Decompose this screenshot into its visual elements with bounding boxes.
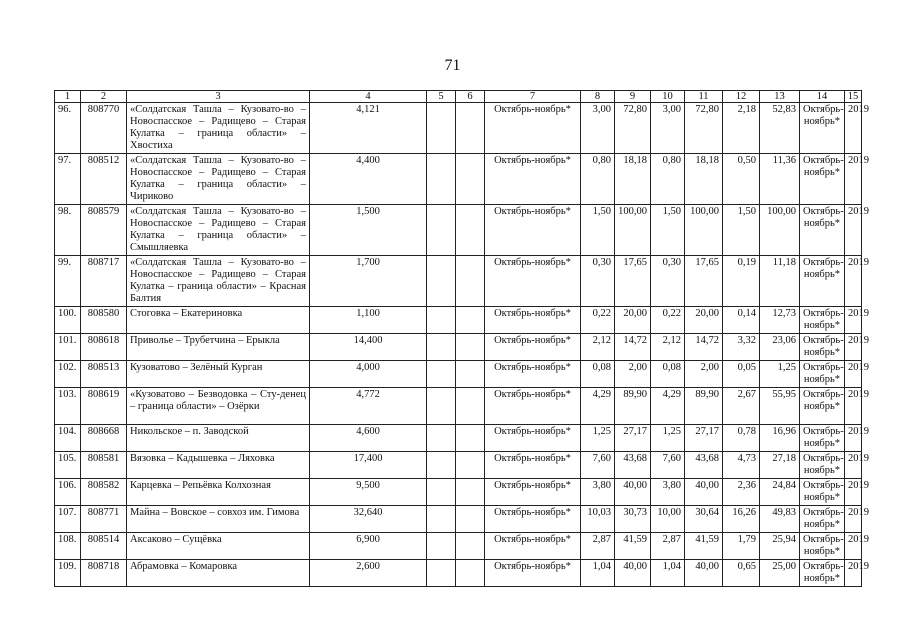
year-cell: 2019 (845, 560, 862, 587)
road-name: Абрамовка – Комаровка (127, 560, 310, 587)
col5-cell (427, 307, 456, 334)
row-number: 96. (55, 103, 81, 154)
road-length: 9,500 (310, 479, 427, 506)
road-length: 4,121 (310, 103, 427, 154)
col5-cell (427, 452, 456, 479)
repair-period: Октябрь-ноябрь* (485, 388, 581, 425)
repair-period: Октябрь-ноябрь* (485, 103, 581, 154)
col5-cell (427, 479, 456, 506)
value-col8: 1,25 (581, 425, 615, 452)
value-col8: 4,29 (581, 388, 615, 425)
road-name: Приволье – Трубетчина – Ерыкла (127, 334, 310, 361)
value-col13: 16,96 (760, 425, 800, 452)
table-body (55, 91, 869, 587)
value-col13: 27,18 (760, 452, 800, 479)
value-col9: 100,00 (615, 205, 651, 256)
col6-cell (456, 154, 485, 205)
value-col11: 72,80 (685, 103, 723, 154)
road-name: «Кузоватово – Безводовка – Сту-денец – граница области» – Озёрки (127, 388, 310, 425)
col6-cell (456, 307, 485, 334)
road-name: Кузоватово – Зелёный Курган (127, 361, 310, 388)
year-cell: 2019 (845, 361, 862, 388)
value-col11: 14,72 (685, 334, 723, 361)
value-col12: 2,18 (723, 103, 760, 154)
col5-cell (427, 334, 456, 361)
repair-period: Октябрь-ноябрь* (485, 307, 581, 334)
repair-period: Октябрь-ноябрь* (485, 452, 581, 479)
period-col14: Октябрь-ноябрь* (800, 154, 845, 205)
period-col14: Октябрь-ноябрь* (800, 205, 845, 256)
year-cell: 2019 (845, 479, 862, 506)
value-col8: 2,87 (581, 533, 615, 560)
value-col9: 89,90 (615, 388, 651, 425)
road-length: 4,600 (310, 425, 427, 452)
value-col8: 7,60 (581, 452, 615, 479)
road-code: 808582 (81, 479, 127, 506)
table-row (55, 425, 862, 452)
header-cell: 7 (485, 91, 581, 103)
period-col14: Октябрь-ноябрь* (800, 506, 845, 533)
value-col12: 4,73 (723, 452, 760, 479)
value-col9: 14,72 (615, 334, 651, 361)
road-length: 17,400 (310, 452, 427, 479)
road-code: 808579 (81, 205, 127, 256)
value-col8: 0,22 (581, 307, 615, 334)
row-number: 100. (55, 307, 81, 334)
value-col11: 40,00 (685, 479, 723, 506)
value-col13: 52,83 (760, 103, 800, 154)
value-col10: 0,30 (651, 256, 685, 307)
header-cell: 15 (845, 91, 862, 103)
value-col12: 0,78 (723, 425, 760, 452)
col6-cell (456, 560, 485, 587)
header-cell: 14 (800, 91, 845, 103)
value-col10: 1,04 (651, 560, 685, 587)
table-row (55, 205, 862, 256)
col5-cell (427, 256, 456, 307)
roads-table (54, 90, 869, 587)
table-row (55, 388, 862, 425)
value-col10: 2,87 (651, 533, 685, 560)
value-col11: 89,90 (685, 388, 723, 425)
header-cell: 10 (651, 91, 685, 103)
repair-period: Октябрь-ноябрь* (485, 560, 581, 587)
row-number: 108. (55, 533, 81, 560)
value-col12: 1,50 (723, 205, 760, 256)
road-name: «Солдатская Ташла – Кузовато-во – Новоспасское – Радищево – Старая Кулатка – граница области» – Красная Балтия (127, 256, 310, 307)
row-number: 103. (55, 388, 81, 425)
value-col9: 18,18 (615, 154, 651, 205)
value-col9: 20,00 (615, 307, 651, 334)
value-col13: 25,94 (760, 533, 800, 560)
value-col13: 11,18 (760, 256, 800, 307)
road-code: 808770 (81, 103, 127, 154)
year-cell: 2019 (845, 154, 862, 205)
year-cell: 2019 (845, 533, 862, 560)
period-col14: Октябрь-ноябрь* (800, 533, 845, 560)
road-length: 32,640 (310, 506, 427, 533)
road-code: 808618 (81, 334, 127, 361)
road-length: 14,400 (310, 334, 427, 361)
header-cell: 13 (760, 91, 800, 103)
value-col13: 100,00 (760, 205, 800, 256)
header-cell: 5 (427, 91, 456, 103)
value-col11: 18,18 (685, 154, 723, 205)
value-col9: 27,17 (615, 425, 651, 452)
year-cell: 2019 (845, 452, 862, 479)
value-col12: 0,65 (723, 560, 760, 587)
repair-period: Октябрь-ноябрь* (485, 533, 581, 560)
table-row (55, 533, 862, 560)
value-col8: 2,12 (581, 334, 615, 361)
value-col9: 17,65 (615, 256, 651, 307)
value-col10: 4,29 (651, 388, 685, 425)
road-code: 808771 (81, 506, 127, 533)
value-col12: 0,50 (723, 154, 760, 205)
col6-cell (456, 334, 485, 361)
table-row (55, 154, 862, 205)
value-col11: 43,68 (685, 452, 723, 479)
col5-cell (427, 361, 456, 388)
header-cell: 4 (310, 91, 427, 103)
value-col8: 1,04 (581, 560, 615, 587)
value-col11: 20,00 (685, 307, 723, 334)
row-number: 97. (55, 154, 81, 205)
repair-period: Октябрь-ноябрь* (485, 425, 581, 452)
road-name: «Солдатская Ташла – Кузовато-во – Новоспасское – Радищево – Старая Кулатка – граница области» – Чириково (127, 154, 310, 205)
col6-cell (456, 506, 485, 533)
year-cell: 2019 (845, 307, 862, 334)
col6-cell (456, 205, 485, 256)
col5-cell (427, 154, 456, 205)
value-col12: 2,67 (723, 388, 760, 425)
row-number: 98. (55, 205, 81, 256)
col5-cell (427, 560, 456, 587)
value-col11: 17,65 (685, 256, 723, 307)
row-number: 106. (55, 479, 81, 506)
year-cell: 2019 (845, 506, 862, 533)
table-row (55, 307, 862, 334)
road-code: 808668 (81, 425, 127, 452)
col5-cell (427, 533, 456, 560)
table-row (55, 506, 862, 533)
row-number: 99. (55, 256, 81, 307)
col6-cell (456, 533, 485, 560)
road-code: 808619 (81, 388, 127, 425)
value-col10: 7,60 (651, 452, 685, 479)
row-number: 104. (55, 425, 81, 452)
value-col12: 0,05 (723, 361, 760, 388)
year-cell: 2019 (845, 425, 862, 452)
road-length: 6,900 (310, 533, 427, 560)
table-row (55, 452, 862, 479)
col6-cell (456, 425, 485, 452)
header-cell: 3 (127, 91, 310, 103)
table-row (55, 103, 862, 154)
value-col8: 0,30 (581, 256, 615, 307)
value-col9: 2,00 (615, 361, 651, 388)
road-name: Никольское – п. Заводской (127, 425, 310, 452)
road-length: 4,772 (310, 388, 427, 425)
road-code: 808581 (81, 452, 127, 479)
value-col10: 3,00 (651, 103, 685, 154)
row-number: 102. (55, 361, 81, 388)
repair-period: Октябрь-ноябрь* (485, 479, 581, 506)
value-col8: 3,00 (581, 103, 615, 154)
table-row (55, 334, 862, 361)
period-col14: Октябрь-ноябрь* (800, 425, 845, 452)
value-col10: 0,22 (651, 307, 685, 334)
col6-cell (456, 452, 485, 479)
value-col10: 0,80 (651, 154, 685, 205)
header-cell: 9 (615, 91, 651, 103)
header-cell: 12 (723, 91, 760, 103)
period-col14: Октябрь-ноябрь* (800, 103, 845, 154)
value-col8: 3,80 (581, 479, 615, 506)
row-number: 109. (55, 560, 81, 587)
col6-cell (456, 361, 485, 388)
col5-cell (427, 425, 456, 452)
col5-cell (427, 388, 456, 425)
value-col9: 40,00 (615, 479, 651, 506)
header-cell: 2 (81, 91, 127, 103)
value-col12: 1,79 (723, 533, 760, 560)
value-col11: 2,00 (685, 361, 723, 388)
road-name: Аксаково – Сущёвка (127, 533, 310, 560)
road-code: 808718 (81, 560, 127, 587)
col6-cell (456, 256, 485, 307)
value-col12: 3,32 (723, 334, 760, 361)
value-col9: 30,73 (615, 506, 651, 533)
value-col10: 1,50 (651, 205, 685, 256)
col5-cell (427, 205, 456, 256)
repair-period: Октябрь-ноябрь* (485, 256, 581, 307)
value-col12: 2,36 (723, 479, 760, 506)
value-col9: 41,59 (615, 533, 651, 560)
road-code: 808580 (81, 307, 127, 334)
value-col12: 0,19 (723, 256, 760, 307)
road-code: 808717 (81, 256, 127, 307)
value-col10: 0,08 (651, 361, 685, 388)
col6-cell (456, 103, 485, 154)
road-name: Майна – Вовское – совхоз им. Гимова (127, 506, 310, 533)
year-cell: 2019 (845, 103, 862, 154)
road-code: 808513 (81, 361, 127, 388)
period-col14: Октябрь-ноябрь* (800, 361, 845, 388)
road-code: 808514 (81, 533, 127, 560)
value-col10: 2,12 (651, 334, 685, 361)
header-cell: 1 (55, 91, 81, 103)
col5-cell (427, 103, 456, 154)
value-col11: 40,00 (685, 560, 723, 587)
period-col14: Октябрь-ноябрь* (800, 479, 845, 506)
table-row (55, 256, 862, 307)
table-row (55, 479, 862, 506)
value-col13: 1,25 (760, 361, 800, 388)
year-cell: 2019 (845, 334, 862, 361)
value-col9: 72,80 (615, 103, 651, 154)
repair-period: Октябрь-ноябрь* (485, 154, 581, 205)
value-col12: 16,26 (723, 506, 760, 533)
table-row (55, 560, 862, 587)
value-col9: 43,68 (615, 452, 651, 479)
period-col14: Октябрь-ноябрь* (800, 307, 845, 334)
road-length: 1,100 (310, 307, 427, 334)
value-col13: 24,84 (760, 479, 800, 506)
value-col8: 10,03 (581, 506, 615, 533)
period-col14: Октябрь-ноябрь* (800, 452, 845, 479)
table-header-row (55, 91, 862, 103)
year-cell: 2019 (845, 388, 862, 425)
value-col13: 25,00 (760, 560, 800, 587)
road-code: 808512 (81, 154, 127, 205)
col6-cell (456, 479, 485, 506)
row-number: 101. (55, 334, 81, 361)
value-col13: 12,73 (760, 307, 800, 334)
value-col10: 1,25 (651, 425, 685, 452)
period-col14: Октябрь-ноябрь* (800, 334, 845, 361)
year-cell: 2019 (845, 205, 862, 256)
road-length: 4,000 (310, 361, 427, 388)
repair-period: Октябрь-ноябрь* (485, 205, 581, 256)
header-cell: 8 (581, 91, 615, 103)
col5-cell (427, 506, 456, 533)
value-col11: 100,00 (685, 205, 723, 256)
value-col11: 27,17 (685, 425, 723, 452)
value-col13: 23,06 (760, 334, 800, 361)
value-col8: 1,50 (581, 205, 615, 256)
road-length: 2,600 (310, 560, 427, 587)
value-col13: 49,83 (760, 506, 800, 533)
road-name: Вязовка – Кадышевка – Ляховка (127, 452, 310, 479)
table-row (55, 361, 862, 388)
year-cell: 2019 (845, 256, 862, 307)
repair-period: Октябрь-ноябрь* (485, 506, 581, 533)
row-number: 105. (55, 452, 81, 479)
road-name: Стоговка – Екатериновка (127, 307, 310, 334)
value-col10: 10,00 (651, 506, 685, 533)
road-name: «Солдатская Ташла – Кузовато-во – Новоспасское – Радищево – Старая Кулатка – граница области» – Хвостиха (127, 103, 310, 154)
road-length: 1,500 (310, 205, 427, 256)
period-col14: Октябрь-ноябрь* (800, 560, 845, 587)
header-cell: 11 (685, 91, 723, 103)
value-col8: 0,80 (581, 154, 615, 205)
col6-cell (456, 388, 485, 425)
page-number: 71 (444, 57, 461, 74)
repair-period: Октябрь-ноябрь* (485, 334, 581, 361)
road-length: 1,700 (310, 256, 427, 307)
period-col14: Октябрь-ноябрь* (800, 388, 845, 425)
road-name: «Солдатская Ташла – Кузовато-во – Новоспасское – Радищево – Старая Кулатка – граница области» – Смышляевка (127, 205, 310, 256)
value-col13: 55,95 (760, 388, 800, 425)
road-length: 4,400 (310, 154, 427, 205)
value-col11: 30,64 (685, 506, 723, 533)
period-col14: Октябрь-ноябрь* (800, 256, 845, 307)
header-cell: 6 (456, 91, 485, 103)
value-col13: 11,36 (760, 154, 800, 205)
row-number: 107. (55, 506, 81, 533)
value-col10: 3,80 (651, 479, 685, 506)
repair-period: Октябрь-ноябрь* (485, 361, 581, 388)
value-col11: 41,59 (685, 533, 723, 560)
road-name: Карцевка – Репьёвка Колхозная (127, 479, 310, 506)
value-col9: 40,00 (615, 560, 651, 587)
value-col12: 0,14 (723, 307, 760, 334)
value-col8: 0,08 (581, 361, 615, 388)
